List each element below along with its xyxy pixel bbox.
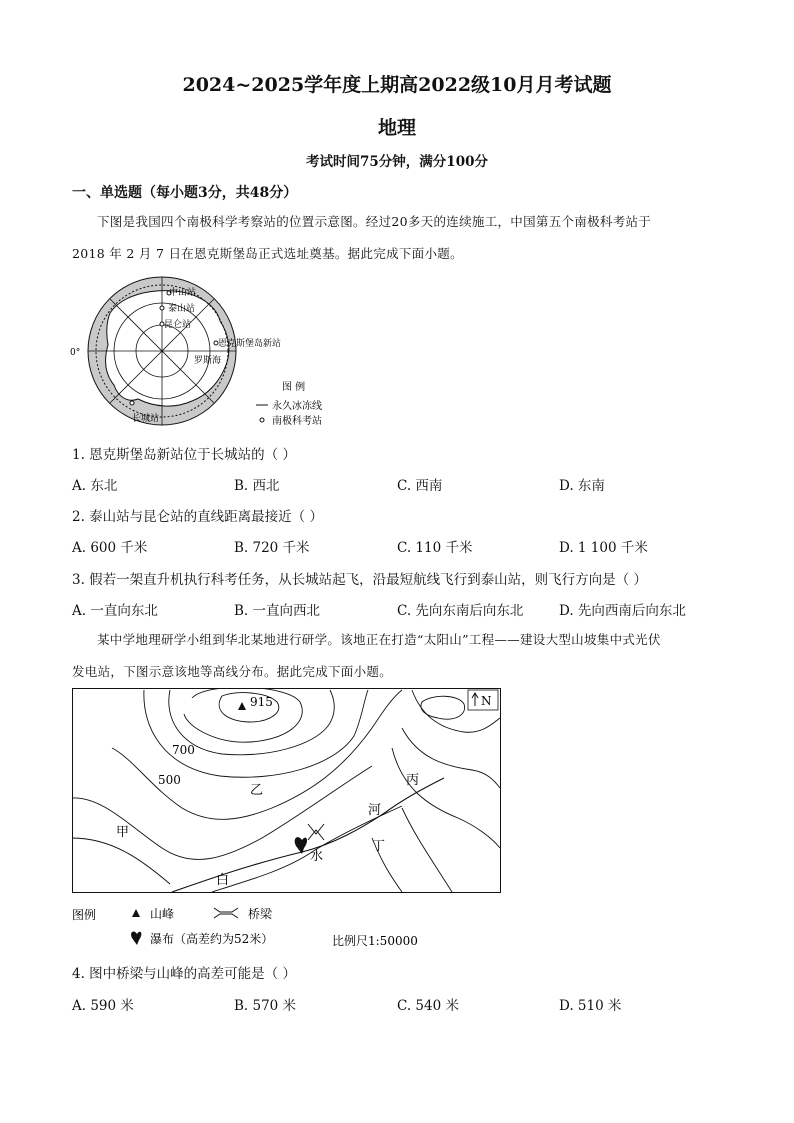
station-taishan-label: 泰山站 xyxy=(168,304,196,314)
label-ding: 丁 xyxy=(372,839,386,854)
map1-legend-title: 图 例 xyxy=(282,382,306,393)
label-yi: 乙 xyxy=(250,783,264,798)
label-bai: 白 xyxy=(216,873,230,888)
legend-permafrost-label: 永久冰冻线 xyxy=(272,401,322,412)
legend-peak-icon xyxy=(132,909,140,917)
north-label: N xyxy=(481,694,492,708)
legend-station-symbol xyxy=(260,418,264,422)
legend-waterfall-icon xyxy=(131,931,141,945)
station-taishan-marker xyxy=(160,306,164,310)
q3-option-c: C. 先向东南后向东北 xyxy=(397,603,524,619)
station-kunlun-label: 昆仑站 xyxy=(164,320,192,330)
label-jia: 甲 xyxy=(116,825,130,840)
ross-sea-label: 罗斯海 xyxy=(194,356,222,366)
q4-option-c: C. 540 米 xyxy=(397,998,459,1014)
label-he: 河 xyxy=(368,803,382,818)
q2-option-d: D. 1 100 千米 xyxy=(559,540,648,556)
contour-500-label: 500 xyxy=(158,773,181,787)
passage-2 xyxy=(72,624,724,688)
q3-option-a: A. 一直向东北 xyxy=(72,603,158,619)
contour-700-label: 700 xyxy=(172,743,195,757)
station-zhongshan-label: 中山站 xyxy=(169,288,197,298)
q4-option-b: B. 570 米 xyxy=(234,998,297,1014)
map2-scale-label: 比例尺1:50000 xyxy=(332,934,418,948)
contour-map-frame xyxy=(73,689,501,893)
q4-option-d: D. 510 米 xyxy=(559,998,622,1014)
legend-station-label: 南极科考站 xyxy=(272,416,322,427)
contour-map-legend xyxy=(72,900,452,952)
label-shui: 水 xyxy=(310,849,324,864)
exam-time-info: 考试时间75分钟，满分100分 xyxy=(306,154,488,170)
section-heading: 一、单选题（每小题3分，共48分） xyxy=(72,185,298,201)
question-1-stem: 1. 恩克斯堡岛新站位于长城站的（ ） xyxy=(72,447,296,463)
passage-2-line-1: 某中学地理研学小组到华北某地进行研学。该地正在打造“太阳山”工程——建设大型山坡集中式光伏 xyxy=(97,632,661,647)
passage-1-line-2: 2018 年 2 月 7 日在恩克斯堡岛正式选址奠基。据此完成下面小题。 xyxy=(72,246,463,261)
antarctica-map xyxy=(70,275,340,435)
station-changcheng-marker xyxy=(130,401,134,405)
question-2-stem: 2. 泰山站与昆仑站的直线距离最接近（ ） xyxy=(72,509,323,525)
station-changcheng-label: 长城站 xyxy=(132,414,160,424)
passage-1-line-1: 下图是我国四个南极科学考察站的位置示意图。经过20多天的连续施工，中国第五个南极科考站于 xyxy=(97,214,652,229)
question-4-stem: 4. 图中桥梁与山峰的高差可能是（ ） xyxy=(72,966,296,982)
contour-map xyxy=(72,688,501,893)
q1-option-c: C. 西南 xyxy=(397,478,443,494)
passage-1 xyxy=(72,206,724,270)
q3-option-d: D. 先向西南后向东北 xyxy=(559,603,686,619)
q4-option-a: A. 590 米 xyxy=(72,998,134,1014)
legend-peak-label: 山峰 xyxy=(150,907,175,921)
peak-value-label: 915 xyxy=(250,695,273,709)
exam-title: 2024~2025学年度上期高2022级10月月考试题 xyxy=(182,74,612,96)
q1-option-b: B. 西北 xyxy=(234,478,280,494)
q2-option-c: C. 110 千米 xyxy=(397,540,473,556)
station-enkesi-label: 恩克斯堡岛新站 xyxy=(218,339,282,349)
q1-option-d: D. 东南 xyxy=(559,478,605,494)
q2-option-b: B. 720 千米 xyxy=(234,540,310,556)
subject-title: 地理 xyxy=(377,117,416,139)
passage-2-line-2: 发电站，下图示意该地等高线分布。据此完成下面小题。 xyxy=(72,664,393,679)
legend-bridge-icon xyxy=(214,908,238,918)
map1-zero-label: 0° xyxy=(70,348,81,358)
map2-legend-title: 图例 xyxy=(72,908,97,922)
legend-waterfall-label: 瀑布（高差约为52米） xyxy=(150,932,274,946)
question-3-stem: 3. 假若一架直升机执行科考任务，从长城站起飞，沿最短航线飞行到泰山站，则飞行方向是（ ） xyxy=(72,572,647,588)
q2-option-a: A. 600 千米 xyxy=(72,540,148,556)
q3-option-b: B. 一直向西北 xyxy=(234,603,321,619)
label-bing: 丙 xyxy=(406,773,420,788)
q1-option-a: A. 东北 xyxy=(72,478,118,494)
legend-bridge-label: 桥梁 xyxy=(248,907,273,921)
